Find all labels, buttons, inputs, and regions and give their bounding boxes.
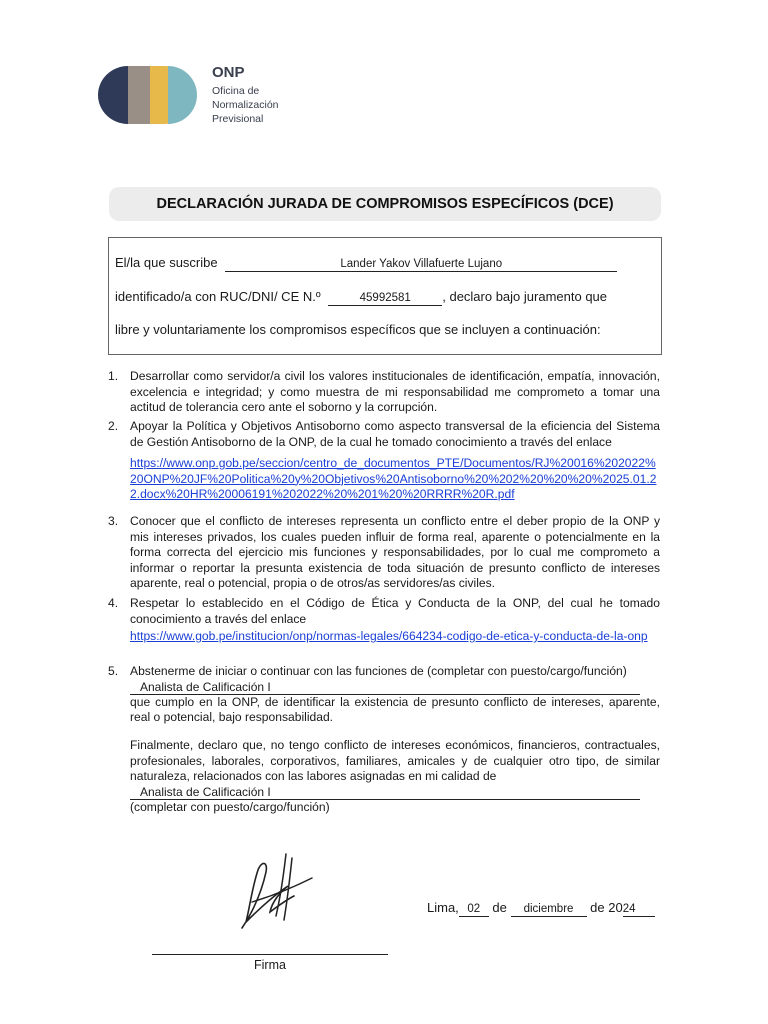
signature-label: Firma — [254, 958, 286, 972]
item-number: 1. — [108, 369, 119, 383]
item-number: 2. — [108, 419, 119, 433]
date-year-prefix: 20 — [608, 900, 623, 915]
date-de-label-2: de — [590, 900, 605, 915]
logo-line-2: Normalización — [212, 99, 279, 111]
logo-line-3: Previsional — [212, 113, 264, 125]
antisoborno-policy-link[interactable]: https://www.onp.gob.pe/seccion/centro_de_documentos_PTE/Documentos/RJ%20016%202022%20ONP%20JF%20Politica%20y%20Objetivos%20Antisoborno%20%202%20%20%20%2025.01.22.docx%20HR%20006191%202022%20%201%20%20RRRR%20R.pdf — [130, 456, 657, 501]
onp-logo — [96, 64, 279, 126]
ethics-code-link[interactable]: https://www.gob.pe/institucion/onp/normas-legales/664234-codigo-de-etica-y-conducta-de-la-onp — [130, 629, 648, 643]
id-number-field[interactable]: 45992581 — [328, 291, 442, 306]
handwritten-signature — [232, 850, 322, 936]
logo-acronym: ONP — [212, 64, 245, 81]
item-text: Abstenerme de iniciar o continuar con las funciones de (completar con puesto/cargo/función) — [130, 664, 627, 678]
position-field-2[interactable]: Analista de Calificación I — [130, 785, 640, 800]
position-field-hint: (completar con puesto/cargo/función) — [130, 799, 330, 814]
onp-logo-text — [212, 64, 279, 126]
item-text-continued: que cumplo en la ONP, de identificar la existencia de presunto conflicto de intereses, aparente, real o potencial, bajo responsabilidad. — [130, 694, 660, 724]
date-year-field[interactable]: 24 — [623, 902, 655, 917]
id-suffix: , declaro bajo juramento que — [442, 289, 608, 304]
date-city-label: Lima, — [427, 900, 459, 915]
commitment-item-2 — [108, 419, 660, 503]
commitment-intro-text: libre y voluntariamente los compromisos específicos que se incluyen a continuación: — [115, 322, 601, 337]
position-field-1[interactable]: Analista de Calificación I — [130, 680, 640, 695]
item-text: Conocer que el conflicto de intereses representa un conflicto entre el deber propio de la ONP y mis intereses privados, los cuales pueden influir de forma real, aparente o potencialmente en la forma correcta del ejercicio mis funciones y responsabilidades, por lo cual me comprometo a informar o reportar la presunta existencia de toda situación de presunto conflicto de intereses aparente, real o potencial, propia o de otros/as servidores/as civiles. — [130, 514, 660, 590]
commitment-item-5 — [108, 664, 660, 726]
final-declaration-text: Finalmente, declaro que, no tengo conflicto de intereses económicos, financieros, contractuales, profesionales, laborales, corporativos, familiares, amicales y de cualquier otro tipo, de similar naturaleza, relacionados con las labores asignadas en mi calidad de — [130, 738, 660, 783]
id-label: identificado/a con RUC/DNI/ CE N.º — [115, 289, 321, 304]
signature-line — [152, 954, 388, 955]
date-day-field[interactable]: 02 — [459, 902, 489, 917]
date-de-label: de — [492, 900, 507, 915]
subscriber-label: El/la que suscribe — [115, 255, 218, 270]
item-text: Respetar lo establecido en el Código de Ética y Conducta de la ONP, del cual he tomado conocimiento a través del enlace — [130, 596, 660, 626]
date-month-field[interactable]: diciembre — [511, 902, 587, 917]
onp-logo-mark — [96, 64, 202, 126]
logo-line-1: Oficina de — [212, 85, 260, 97]
declarant-box — [108, 237, 662, 355]
commitment-item-3 — [108, 514, 660, 592]
date-line — [427, 900, 655, 917]
document-title: DECLARACIÓN JURADA DE COMPROMISOS ESPECÍFICOS (DCE) — [109, 187, 661, 221]
commitment-item-4 — [108, 596, 660, 645]
item-text: Apoyar la Política y Objetivos Antisoborno como aspecto transversal de la eficiencia del Sistema de Gestión Antisoborno de la ONP, de la cual he tomado conocimiento a través del enlace — [130, 419, 660, 449]
item-number: 5. — [108, 664, 119, 678]
item-number: 4. — [108, 596, 119, 610]
commitment-item-1 — [108, 369, 660, 416]
subscriber-name-field[interactable]: Lander Yakov Villafuerte Lujano — [225, 257, 617, 272]
item-number: 3. — [108, 514, 119, 528]
item-text: Desarrollar como servidor/a civil los valores institucionales de identificación, empatía, innovación, excelencia e integridad; y como muestra de mi responsabilidad me comprometo a tomar una actitud de tolerancia cero ante el soborno y la corrupción. — [130, 369, 660, 414]
